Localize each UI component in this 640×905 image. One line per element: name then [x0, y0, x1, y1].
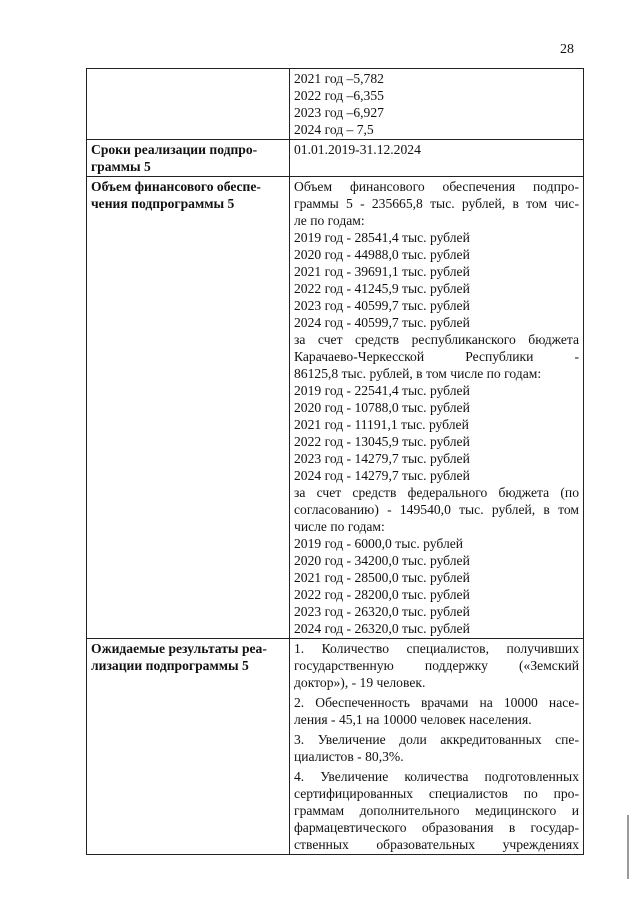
table-row [87, 140, 584, 177]
label-line: граммы 5 [91, 159, 151, 174]
result-item-3 [294, 731, 579, 765]
year-line: 2023 год - 26320,0 тыс. рублей [294, 604, 470, 619]
year-line: 2020 год - 10788,0 тыс. рублей [294, 400, 470, 415]
year-line: 2023 год - 14279,7 тыс. рублей [294, 451, 470, 466]
row-value-results [290, 639, 584, 855]
year-line: 2019 год - 28541,4 тыс. рублей [294, 230, 470, 245]
text-line: сертифицированных специалистов по про- [294, 786, 579, 801]
label-line: лизации подпрограммы 5 [91, 658, 249, 673]
page-number: 28 [560, 42, 574, 57]
year-line: 2020 год - 44988,0 тыс. рублей [294, 247, 470, 262]
year-line: 2024 год - 14279,7 тыс. рублей [294, 468, 470, 483]
text-line: фармацевтического образования в государ- [294, 820, 579, 835]
text-line: 4. Увеличение количества подготовленных [294, 769, 579, 784]
row-value-terms [290, 140, 584, 177]
text-line: 2021 год –5,782 [294, 71, 384, 86]
year-line: 2019 год - 22541,4 тыс. рублей [294, 383, 470, 398]
text-line: Объем финансового обеспечения подпро- [294, 179, 579, 194]
row-label-terms [87, 140, 290, 177]
row-label-financing [87, 177, 290, 639]
text-line: доктор»), - 19 человек. [294, 675, 426, 690]
scan-edge-mark [627, 815, 629, 879]
text-line: ления - 45,1 на 10000 человек населения. [294, 712, 532, 727]
text-line: 86125,8 тыс. рублей, в том числе по годам: [294, 366, 542, 381]
text-line: государственную поддержку («Земский [294, 658, 579, 673]
text-line: ле по годам: [294, 213, 365, 228]
label-line: чения подпрограммы 5 [91, 196, 235, 211]
text-line: 1. Количество специалистов, получивших [294, 641, 579, 656]
row-value-financing [290, 177, 584, 639]
text-line: 2. Обеспеченность врачами на 10000 насе- [294, 695, 579, 710]
year-line: 2021 год - 28500,0 тыс. рублей [294, 570, 470, 585]
year-line: 2022 год - 28200,0 тыс. рублей [294, 587, 470, 602]
result-item-1 [294, 640, 579, 691]
text-line: согласованию) - 149540,0 тыс. рублей, в том [294, 502, 579, 517]
text-line: циалистов - 80,3%. [294, 749, 404, 764]
label-line: Ожидаемые результаты реа- [91, 641, 267, 656]
label-line: Объем финансового обеспе- [91, 179, 261, 194]
passport-table [86, 68, 584, 855]
text-line: 2024 год – 7,5 [294, 122, 374, 137]
year-line: 2020 год - 34200,0 тыс. рублей [294, 553, 470, 568]
text-line: Карачаево-Черкесской Республики - [294, 349, 579, 364]
label-line: Сроки реализации подпро- [91, 142, 258, 157]
text-line: 2022 год –6,355 [294, 88, 384, 103]
year-line: 2024 год - 40599,7 тыс. рублей [294, 315, 470, 330]
row-label-empty [87, 69, 290, 140]
year-line: 2021 год - 11191,1 тыс. рублей [294, 417, 469, 432]
text-line: 3. Увеличение доли аккредитованных спе- [294, 732, 579, 747]
year-line: 2021 год - 39691,1 тыс. рублей [294, 264, 470, 279]
text-line: 2023 год –6,927 [294, 105, 384, 120]
result-item-4 [294, 768, 579, 853]
text-line: за счет средств республиканского бюджета [294, 332, 579, 347]
table-row [87, 177, 584, 639]
text-line: числе по годам: [294, 519, 385, 534]
year-line: 2022 год - 41245,9 тыс. рублей [294, 281, 470, 296]
result-item-2 [294, 694, 579, 728]
year-line: 2024 год - 26320,0 тыс. рублей [294, 621, 470, 636]
text-line: граммы 5 - 235665,8 тыс. рублей, в том чис- [294, 196, 579, 211]
row-label-results [87, 639, 290, 855]
year-line: 2019 год - 6000,0 тыс. рублей [294, 536, 464, 551]
table-row [87, 639, 584, 855]
text-line: ственных образовательных учреждениях [294, 837, 579, 852]
text-line: граммам дополнительного медицинского и [294, 803, 579, 818]
year-line: 2023 год - 40599,7 тыс. рублей [294, 298, 470, 313]
year-line: 2022 год - 13045,9 тыс. рублей [294, 434, 470, 449]
row-value-indicator-years [290, 69, 584, 140]
text-line: за счет средств федерального бюджета (по [294, 485, 579, 500]
table-row [87, 69, 584, 140]
text-line: 01.01.2019-31.12.2024 [294, 142, 421, 157]
